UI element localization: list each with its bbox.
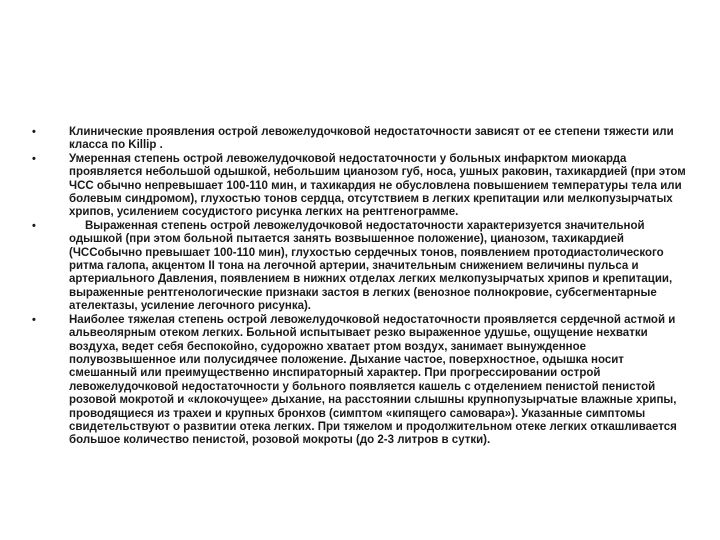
- bullet-icon: •: [32, 126, 36, 138]
- bullet-text: Клинические проявления острой левожелудочковой недостаточности зависят от ее степени тяжести или класса по Killip .: [69, 126, 674, 152]
- bullet-item-most-severe: [32, 314, 687, 448]
- bullet-item-severe: [32, 220, 687, 314]
- bullet-text: Выраженная степень острой левожелудочковой недостаточности характеризуется значительной одышкой (при этом больной пытается занять возвышенное положение), цианозом, тахикардией (ЧССобычно превышает 100-110 мин), глухостью сердечных тонов, появлением протодиастолического ритма галопа, акцентом II тона на легочной артерии, значительным снижением величины пульса и артериального Давления, появлением в нижних отделах легких мелкопузырчатых хрипов и крепитации, выраженные рентгенологические признаки застоя в легких (венозное полнокровие, субсегментарные ателектазы, усиление легочного рисунка).: [69, 219, 673, 313]
- bullet-icon: •: [32, 219, 36, 232]
- bullet-icon: •: [32, 313, 36, 326]
- bullet-item-moderate: [32, 153, 687, 220]
- bullet-item-killip: [32, 126, 687, 153]
- bullet-text: Умеренная степень острой левожелудочковой недостаточности у больных инфарктом миокарда проявляется небольшой одышкой, небольшим цианозом губ, носа, ушных раковин, тахикардией (при этом ЧСС обычно непревышает 100-110 мин, и тахикардия не обусловлена повышением температуры тела или болевым синдромом), глухостью тонов сердца, отсутствием в легких крепитации или мелкопузырчатых хрипов, усилением сосудистого рисунка легких на рентгенограмме.: [69, 152, 686, 219]
- bullet-icon: •: [32, 152, 36, 165]
- bullet-list: [32, 126, 687, 448]
- bullet-text: Наиболее тяжелая степень острой левожелудочковой недостаточности проявляется сердечной астмой и альвеолярным отеком легких. Больной испытывает резко выраженное удушье, ощущение нехватки воздуха, ведет себя беспокойно, судорожно хватает ртом воздух, занимает вынужденное полувозвышенное или полусидячее положение. Дыхание частое, поверхностное, одышка носит смешанный или преимущественно инспираторный характер. При прогрессировании острой левожелудочковой недостаточности у больного появляется кашель с отделением пенистой пенистой розовой мокротой и «клокочущее» дыхание, на расстоянии слышны крупнопузырчатые влажные хрипы, проводящиеся из трахеи и крупных бронхов (симптом «кипящего самовара»). Указанные симптомы свидетельствуют о развитии отека легких. При тяжелом и продолжительном отеке легких откашливается большое количество пенистой, розовой мокроты (до 2-3 литров в сутки).: [69, 313, 677, 447]
